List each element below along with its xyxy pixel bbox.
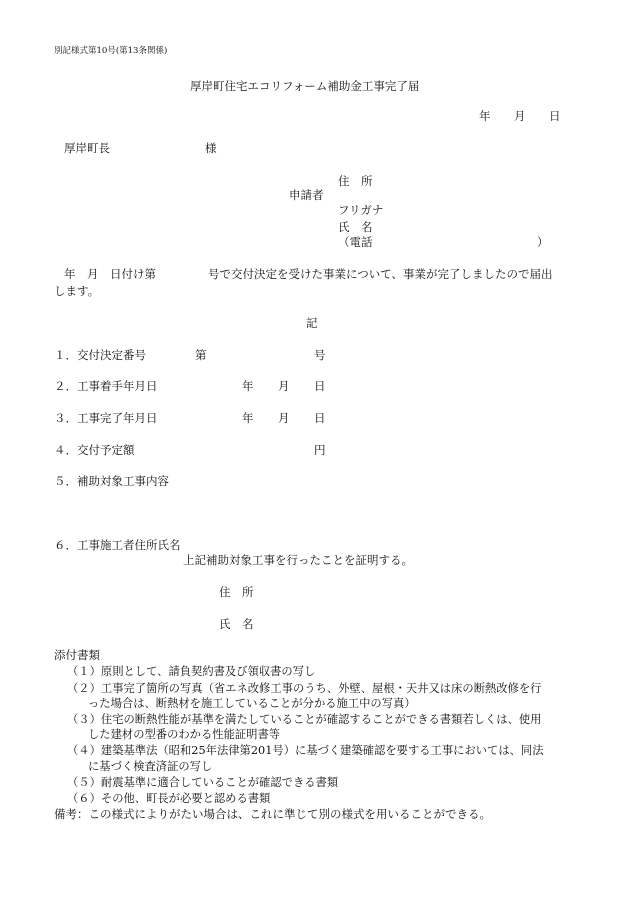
attachments-heading: 添付書類	[54, 648, 100, 662]
contractor-name-label: 氏 名	[219, 617, 254, 631]
attachment-line: に基づく検査済証の写し	[88, 760, 213, 773]
item-4-yen: 円	[314, 443, 326, 457]
attachment-line: （６）その他、町長が必要と認める書類	[67, 792, 271, 805]
item-3-day: 日	[314, 411, 326, 425]
attachment-line: （２）工事完了箇所の写真（省エネ改修工事のうち、外壁、屋根・天井又は床の断熱改修を行	[67, 682, 542, 695]
contractor-address-label: 住 所	[219, 585, 254, 599]
remarks: 備考：この様式によりがたい場合は、これに準じて別の様式を用いることができる。	[54, 807, 491, 821]
item-2-month: 月	[278, 379, 290, 393]
attachment-line: した建材の型番のわかる性能証明書等	[88, 728, 281, 741]
item-label: ２．工事着手年月日	[54, 379, 158, 393]
intro-line-2: します。	[54, 284, 100, 298]
intro-date-text: 年 月 日付け第	[64, 267, 156, 281]
contractor-certify-text: 上記補助対象工事を行ったことを証明する。	[183, 553, 413, 567]
applicant-furigana-label: フリガナ	[338, 203, 384, 217]
applicant-phone-close: ）	[537, 235, 549, 249]
item-1-suffix: 号	[314, 348, 326, 362]
item-label: ３．工事完了年月日	[54, 411, 158, 425]
applicant-role-label: 申請者	[289, 188, 324, 202]
attachment-line: （４）建築基準法（昭和25年法律第201号）に基づく建築確認を要する工事においては、同法	[67, 744, 544, 757]
addressee-honorific: 様	[205, 141, 217, 155]
attachment-line: （１）原則として、請負契約書及び領収書の写し	[67, 665, 316, 678]
document-title: 厚岸町住宅エコリフォーム補助金工事完了届	[190, 79, 420, 93]
attachment-line: （５）耐震基準に適合していることが確認できる書類	[67, 776, 339, 789]
attachment-line: った場合は、断熱材を施工していることが分かる施工中の写真）	[88, 697, 416, 710]
item-3-month: 月	[278, 411, 290, 425]
item-1-prefix: 第	[195, 348, 207, 362]
applicant-phone-open: （電話	[338, 235, 373, 249]
attachment-line: （３）住宅の断熱性能が基準を満たしていることが確認することができる書類若しくは、使用	[67, 713, 542, 726]
item-label: ４．交付予定額	[54, 443, 135, 457]
ki-heading: 記	[306, 316, 318, 330]
item-2-year: 年	[242, 379, 254, 393]
item-label: ５．補助対象工事内容	[54, 474, 169, 488]
item-3-year: 年	[242, 411, 254, 425]
item-label: ６．工事施工者住所氏名	[54, 538, 181, 552]
item-label: １．交付決定番号	[54, 348, 146, 362]
item-2-day: 日	[314, 379, 326, 393]
applicant-address-label: 住 所	[338, 174, 373, 188]
intro-rest-text: 号で交付決定を受けた事業について、事業が完了しましたので届出	[208, 267, 553, 281]
applicant-name-label: 氏 名	[338, 220, 373, 234]
date-year: 年	[479, 109, 491, 123]
date-month: 月	[514, 109, 526, 123]
addressee-name: 厚岸町長	[64, 141, 110, 155]
form-reference: 別記様式第10号(第13条関係)	[54, 46, 168, 56]
date-day: 日	[549, 109, 561, 123]
